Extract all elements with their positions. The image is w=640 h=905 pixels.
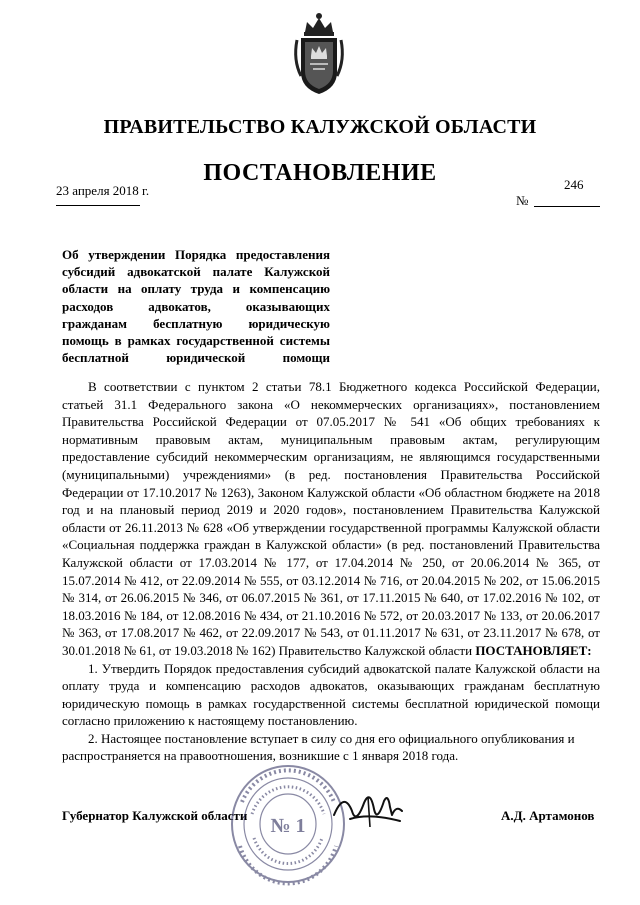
preamble-paragraph <box>62 378 600 660</box>
handwritten-signature <box>330 785 410 835</box>
coat-of-arms-emblem <box>289 10 349 96</box>
seal-number: № 1 <box>270 815 306 837</box>
document-number: 246 <box>564 177 584 192</box>
signer-name: А.Д. Артамонов <box>501 808 595 823</box>
item-2-paragraph: 2. Настоящее постановление вступает в силу со дня его официального опубликования и распространяется на правоотношения, возникшие с 1 января 2018 года. <box>62 730 575 764</box>
document-type-title: ПОСТАНОВЛЕНИЕ <box>203 160 437 186</box>
number-sign: № <box>516 193 529 208</box>
document-date: 23 апреля 2018 г. <box>56 183 150 198</box>
signer-title: Губернатор Калужской области <box>62 808 248 823</box>
document-body <box>62 378 600 765</box>
preamble-text: В соответствии с пунктом 2 статьи 78.1 Бюджетного кодекса Российской Федерации, статьей 31.1 Федерального закона «О некоммерческих организациях», постановлением Правительства Российской Федерации от 07.05.2017 № 541 «Об общих требованиях к нормативным правовым актам, муниципальным правовым актам, регулирующим предоставление субсидий некоммерческим организациям, не являющимся государственными (муниципальными) учреждениями» (в ред. постановления Правительства Российской Федерации от 17.10.2017 № 1263), Законом Калужской области «Об областном бюджете на 2018 год и на плановый период 2019 и 2020 годов», постановлением Правительства Калужской области от 26.11.2013 № 628 «Об утверждении государственной программы Калужской области «Социальная поддержка граждан в Калужской области» (в ред. постановлений Правительства Калужской области от 17.03.2014 № 177, от 17.04.2014 № 250, от 20.06.2014 № 365, от 15.07.2014 № 412, от 22.09.2014 № 555, от 03.12.2014 № 716, от 20.04.2015 № 202, от 15.06.2015 № 314, от 26.06.2015 № 346, от 06.07.2015 № 361, от 17.11.2015 № 640, от 17.02.2016 № 102, от 18.03.2016 № 184, от 12.08.2016 № 434, от 21.10.2016 № 572, от 20.03.2017 № 133, от 20.06.2017 № 363, от 17.08.2017 № 462, от 22.09.2017 № 543, от 01.11.2017 № 631, от 23.11.2017 № 678, от 30.01.2018 № 61, от 19.03.2018 № 162) Правительство Калужской области <box>62 379 600 658</box>
document-subject: Об утверждении Порядка предоставления субсидий адвокатской палате Калужской области на оплату труда и компенсацию расходов адвокатов, оказывающих гражданам бесплатную юридическую помощь в рамках государственной системы бесплатной юридической помощи <box>62 247 330 366</box>
government-title: ПРАВИТЕЛЬСТВО КАЛУЖСКОЙ ОБЛАСТИ <box>103 116 537 138</box>
number-underline <box>534 206 600 207</box>
item-1-paragraph: 1. Утвердить Порядок предоставления субсидий адвокатской палате Калужской области на оплату труда и компенсацию расходов адвокатов, оказывающих гражданам бесплатную юридическую помощь в рамках государственной системы бесплатной юридической помощи согласно приложению к настоящему постановлению. <box>62 660 600 729</box>
date-underline <box>56 205 140 206</box>
resolves-keyword: ПОСТАНОВЛЯЕТ: <box>475 642 592 658</box>
